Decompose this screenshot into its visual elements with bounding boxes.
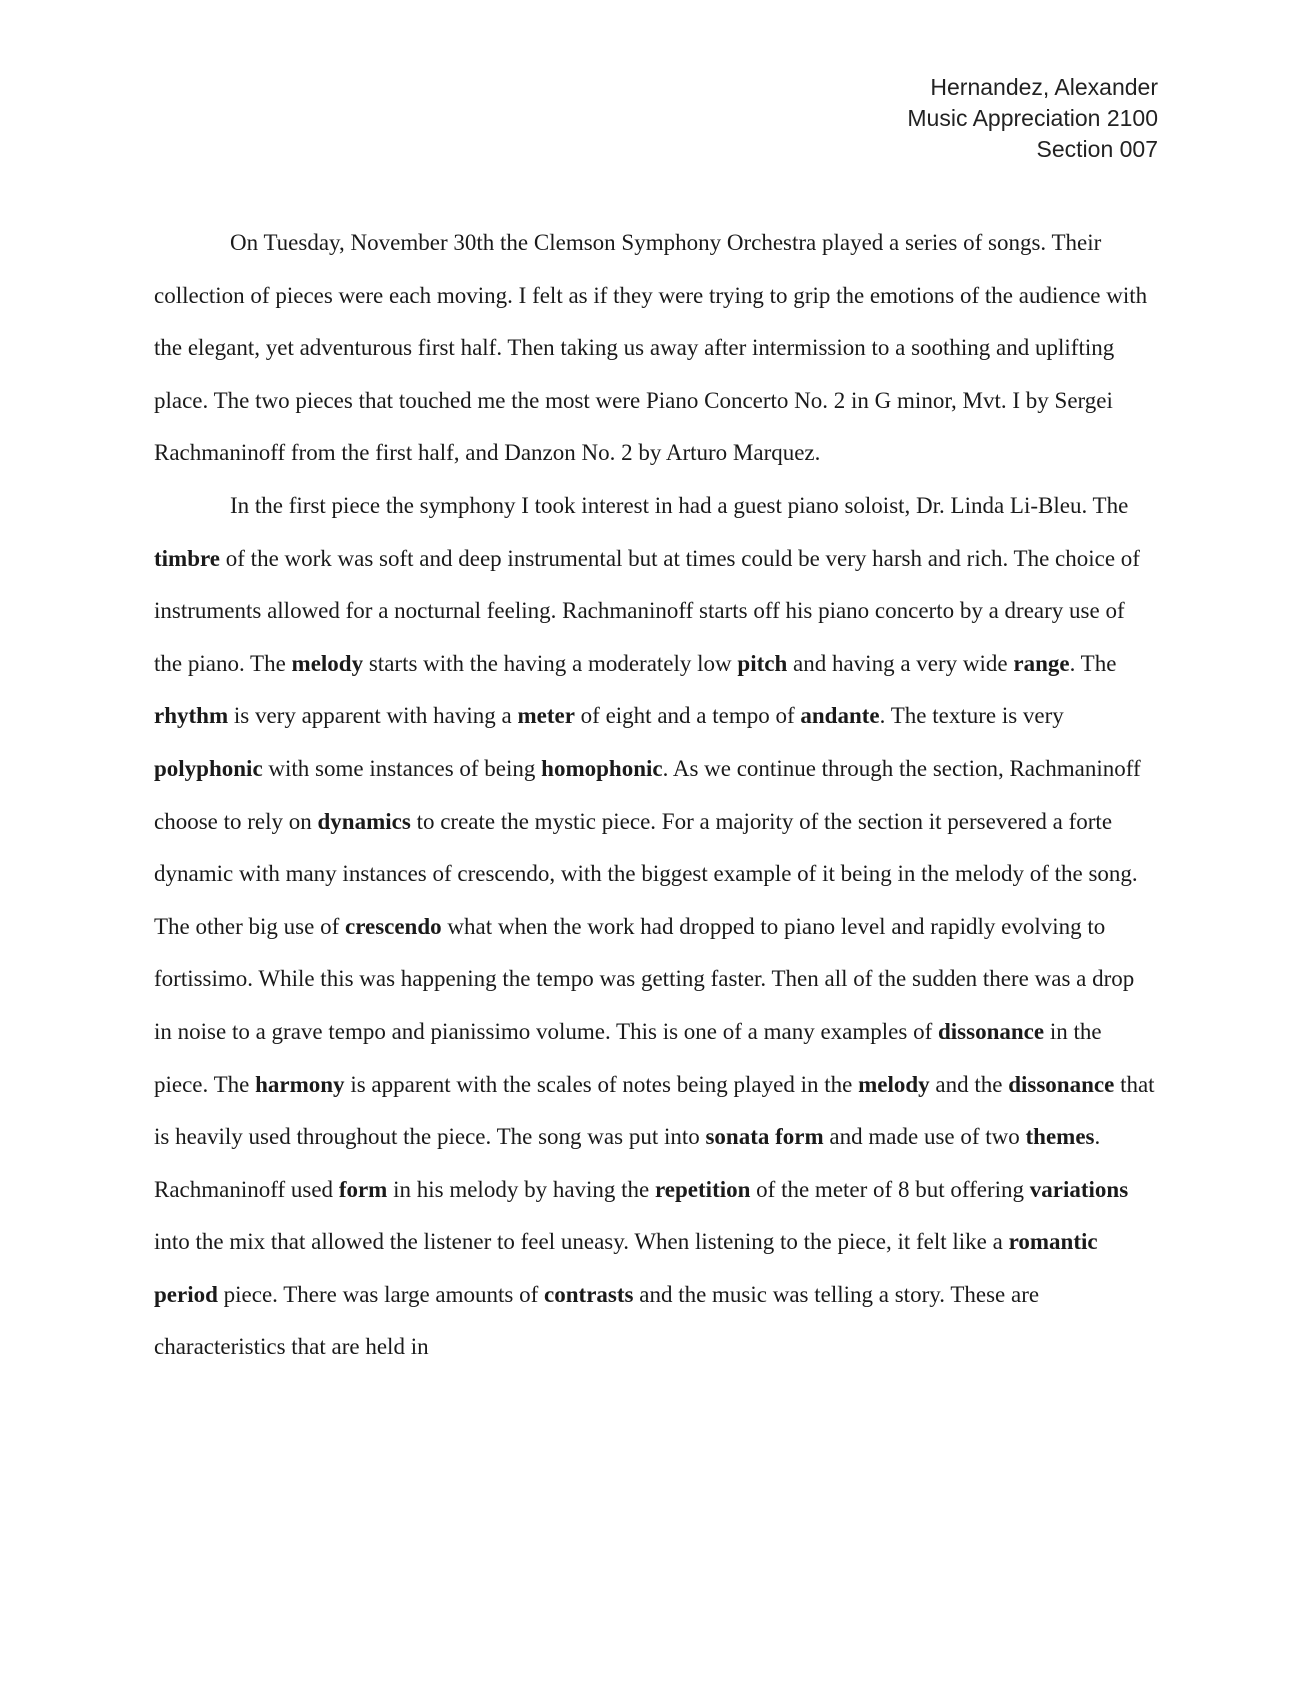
document-header xyxy=(907,72,1158,165)
bold-term: variations xyxy=(1029,1176,1129,1202)
paragraph-text: to create the mystic piece. For a majority of the section it persevered a forte dynamic with many instances of crescendo, with the biggest example of it being in the melody of the song. The other big use of xyxy=(154,808,1138,939)
paragraph-text: and the music was telling a story. These are characteristics that are held in xyxy=(154,1281,1040,1360)
bold-term: melody xyxy=(291,650,364,676)
bold-term: crescendo xyxy=(344,913,442,939)
body-paragraph xyxy=(154,480,1156,1374)
paragraph-text: is very apparent with having a xyxy=(228,703,518,729)
course-name: Music Appreciation 2100 xyxy=(907,105,1158,131)
bold-term: romantic period xyxy=(154,1229,1098,1307)
bold-term: homophonic xyxy=(541,755,663,781)
bold-term: themes xyxy=(1025,1124,1095,1150)
bold-term: rhythm xyxy=(154,703,229,729)
bold-term: timbre xyxy=(154,545,221,571)
document-body xyxy=(154,217,1156,1374)
paragraph-text: and the xyxy=(929,1071,1009,1097)
paragraph-text: On Tuesday, November 30th the Clemson Symphony Orchestra played a series of songs. Their collection of pieces were each moving. I felt as if they were trying to grip the emotions of the audience with the elegant, yet adventurous first half. Then taking us away after intermission to a soothing and uplifting place. The two pieces that touched me the most were Piano Concerto No. 2 in G minor, Mvt. I by Sergei Rachmaninoff from the first half, and Danzon No. 2 by Arturo Marquez. xyxy=(154,230,1148,466)
bold-term: dissonance xyxy=(1008,1071,1115,1097)
course-section: Section 007 xyxy=(1036,136,1158,162)
paragraph-text: of eight and a tempo of xyxy=(574,703,801,729)
paragraph-text: . As we continue through the section, Rachmaninoff choose to rely on xyxy=(154,755,1141,834)
bold-term: sonata form xyxy=(705,1124,824,1150)
paragraph-text: into the mix that allowed the listener to feel uneasy. When listening to the piece, it felt like a xyxy=(154,1229,1009,1255)
bold-term: meter xyxy=(517,703,575,729)
paragraph-text: . The texture is very xyxy=(879,703,1064,729)
paragraph-text: piece. There was large amounts of xyxy=(217,1281,545,1307)
paragraph-text: of the work was soft and deep instrumental but at times could be very harsh and rich. The choice of instruments allowed for a nocturnal feeling. Rachmaninoff starts off his piano concerto by a dreary use of the piano. The xyxy=(154,545,1140,676)
paragraph-text: In the first piece the symphony I took interest in had a guest piano soloist, Dr. Linda Li-Bleu. The xyxy=(230,492,1129,518)
author-name: Hernandez, Alexander xyxy=(930,74,1158,100)
bold-term: range xyxy=(1013,650,1070,676)
body-paragraph xyxy=(154,217,1156,480)
paragraph-text: in his melody by having the xyxy=(387,1176,656,1202)
bold-term: pitch xyxy=(737,650,788,676)
bold-term: dissonance xyxy=(937,1018,1045,1044)
paragraph-text: . Rachmaninoff used xyxy=(154,1124,1101,1202)
paragraph-text: that is heavily used throughout the piece. The song was put into xyxy=(154,1071,1155,1150)
bold-term: form xyxy=(338,1176,388,1202)
paragraph-text: . The xyxy=(1069,650,1117,676)
paragraph-text: and made use of two xyxy=(823,1124,1026,1150)
paragraph-text: what when the work had dropped to piano level and rapidly evolving to fortissimo. While this was happening the tempo was getting faster. Then all of the sudden there was a drop in noise to a grave tempo and pianissimo volume. This is one of a many examples of xyxy=(154,913,1135,1044)
bold-term: polyphonic xyxy=(154,755,263,781)
bold-term: andante xyxy=(800,703,880,729)
bold-term: melody xyxy=(858,1071,930,1097)
bold-term: repetition xyxy=(655,1176,751,1202)
paragraph-text: is apparent with the scales of notes being played in the xyxy=(344,1071,859,1097)
paragraph-text: and having a very wide xyxy=(787,650,1014,676)
paragraph-text: in the piece. The xyxy=(154,1018,1102,1097)
paragraph-text: starts with the having a moderately low xyxy=(363,650,738,676)
bold-term: dynamics xyxy=(317,808,411,834)
paragraph-text: of the meter of 8 but offering xyxy=(750,1176,1030,1202)
bold-term: harmony xyxy=(255,1071,345,1097)
paragraph-text: with some instances of being xyxy=(262,755,542,781)
bold-term: contrasts xyxy=(544,1281,634,1307)
